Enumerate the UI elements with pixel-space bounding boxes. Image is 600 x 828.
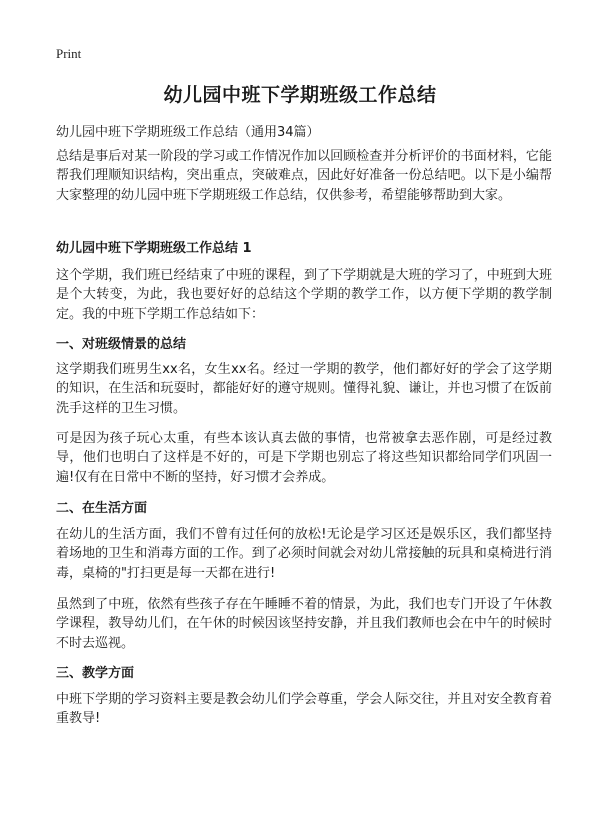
daily-life-paragraph-1: 在幼儿的生活方面，我们不曾有过任何的放松!无论是学习区还是娱乐区，我们都坚持着场地的卫生和消毒方面的工作。到了必须时间就会对幼儿常接触的玩具和桌椅进行消毒，桌椅的"打扫更是每一天都在进行! — [56, 527, 552, 581]
class-situation-paragraph-2: 可是因为孩子玩心太重，有些本该认真去做的事情，也常被拿去恶作剧，可是经过教导，他们也明白了这样是不好的，可是下学期也别忘了将这些知识都给同学们巩固一遍!仅有在日常中不断的坚持，好习惯才会养成。 — [56, 431, 552, 485]
teaching-paragraph-1: 中班下学期的学习资料主要是教会幼儿们学会尊重，学会人际交往，并且对安全教育着重教导! — [56, 692, 552, 727]
section-heading-class-situation: 一、对班级情景的总结 — [56, 337, 187, 352]
article-heading: 幼儿园中班下学期班级工作总结 1 — [56, 241, 252, 256]
print-link[interactable]: Print — [56, 46, 82, 61]
class-situation-paragraph-1: 这学期我们班男生xx名，女生xx名。经过一学期的教学，他们都好好的学会了这学期的知识，在生活和玩耍时，都能好好的遵守规则。懂得礼貌、谦让，并也习惯了在饭前洗手这样的卫生习惯。 — [56, 362, 552, 416]
section-heading-teaching: 三、教学方面 — [56, 666, 135, 681]
section-heading-daily-life: 二、在生活方面 — [56, 501, 148, 516]
intro-paragraph: 总结是事后对某一阶段的学习或工作情况作加以回顾检查并分析评价的书面材料，它能帮我们理顺知识结构，突出重点，突破难点，因此好好准备一份总结吧。以下是小编帮大家整理的幼儿园中班下学期班级工作总结，仅供参考，希望能够帮助到大家。 — [56, 149, 552, 203]
article-intro-paragraph: 这个学期，我们班已经结束了中班的课程，到了下学期就是大班的学习了，中班到大班是个大转变，为此，我也要好好的总结这个学期的教学工作，以方便下学期的教学制定。我的中班下学期工作总结如下： — [56, 268, 552, 322]
document-subtitle: 幼儿园中班下学期班级工作总结（通用34篇） — [56, 125, 320, 140]
page-title: 幼儿园中班下学期班级工作总结 — [163, 84, 437, 106]
daily-life-paragraph-2: 虽然到了中班，依然有些孩子存在午睡睡不着的情景，为此，我们也专门开设了午休教学课程，教导幼儿们，在午休的时候因该坚持安静，并且我们教师也会在中午的时候时不时去巡视。 — [56, 597, 552, 651]
